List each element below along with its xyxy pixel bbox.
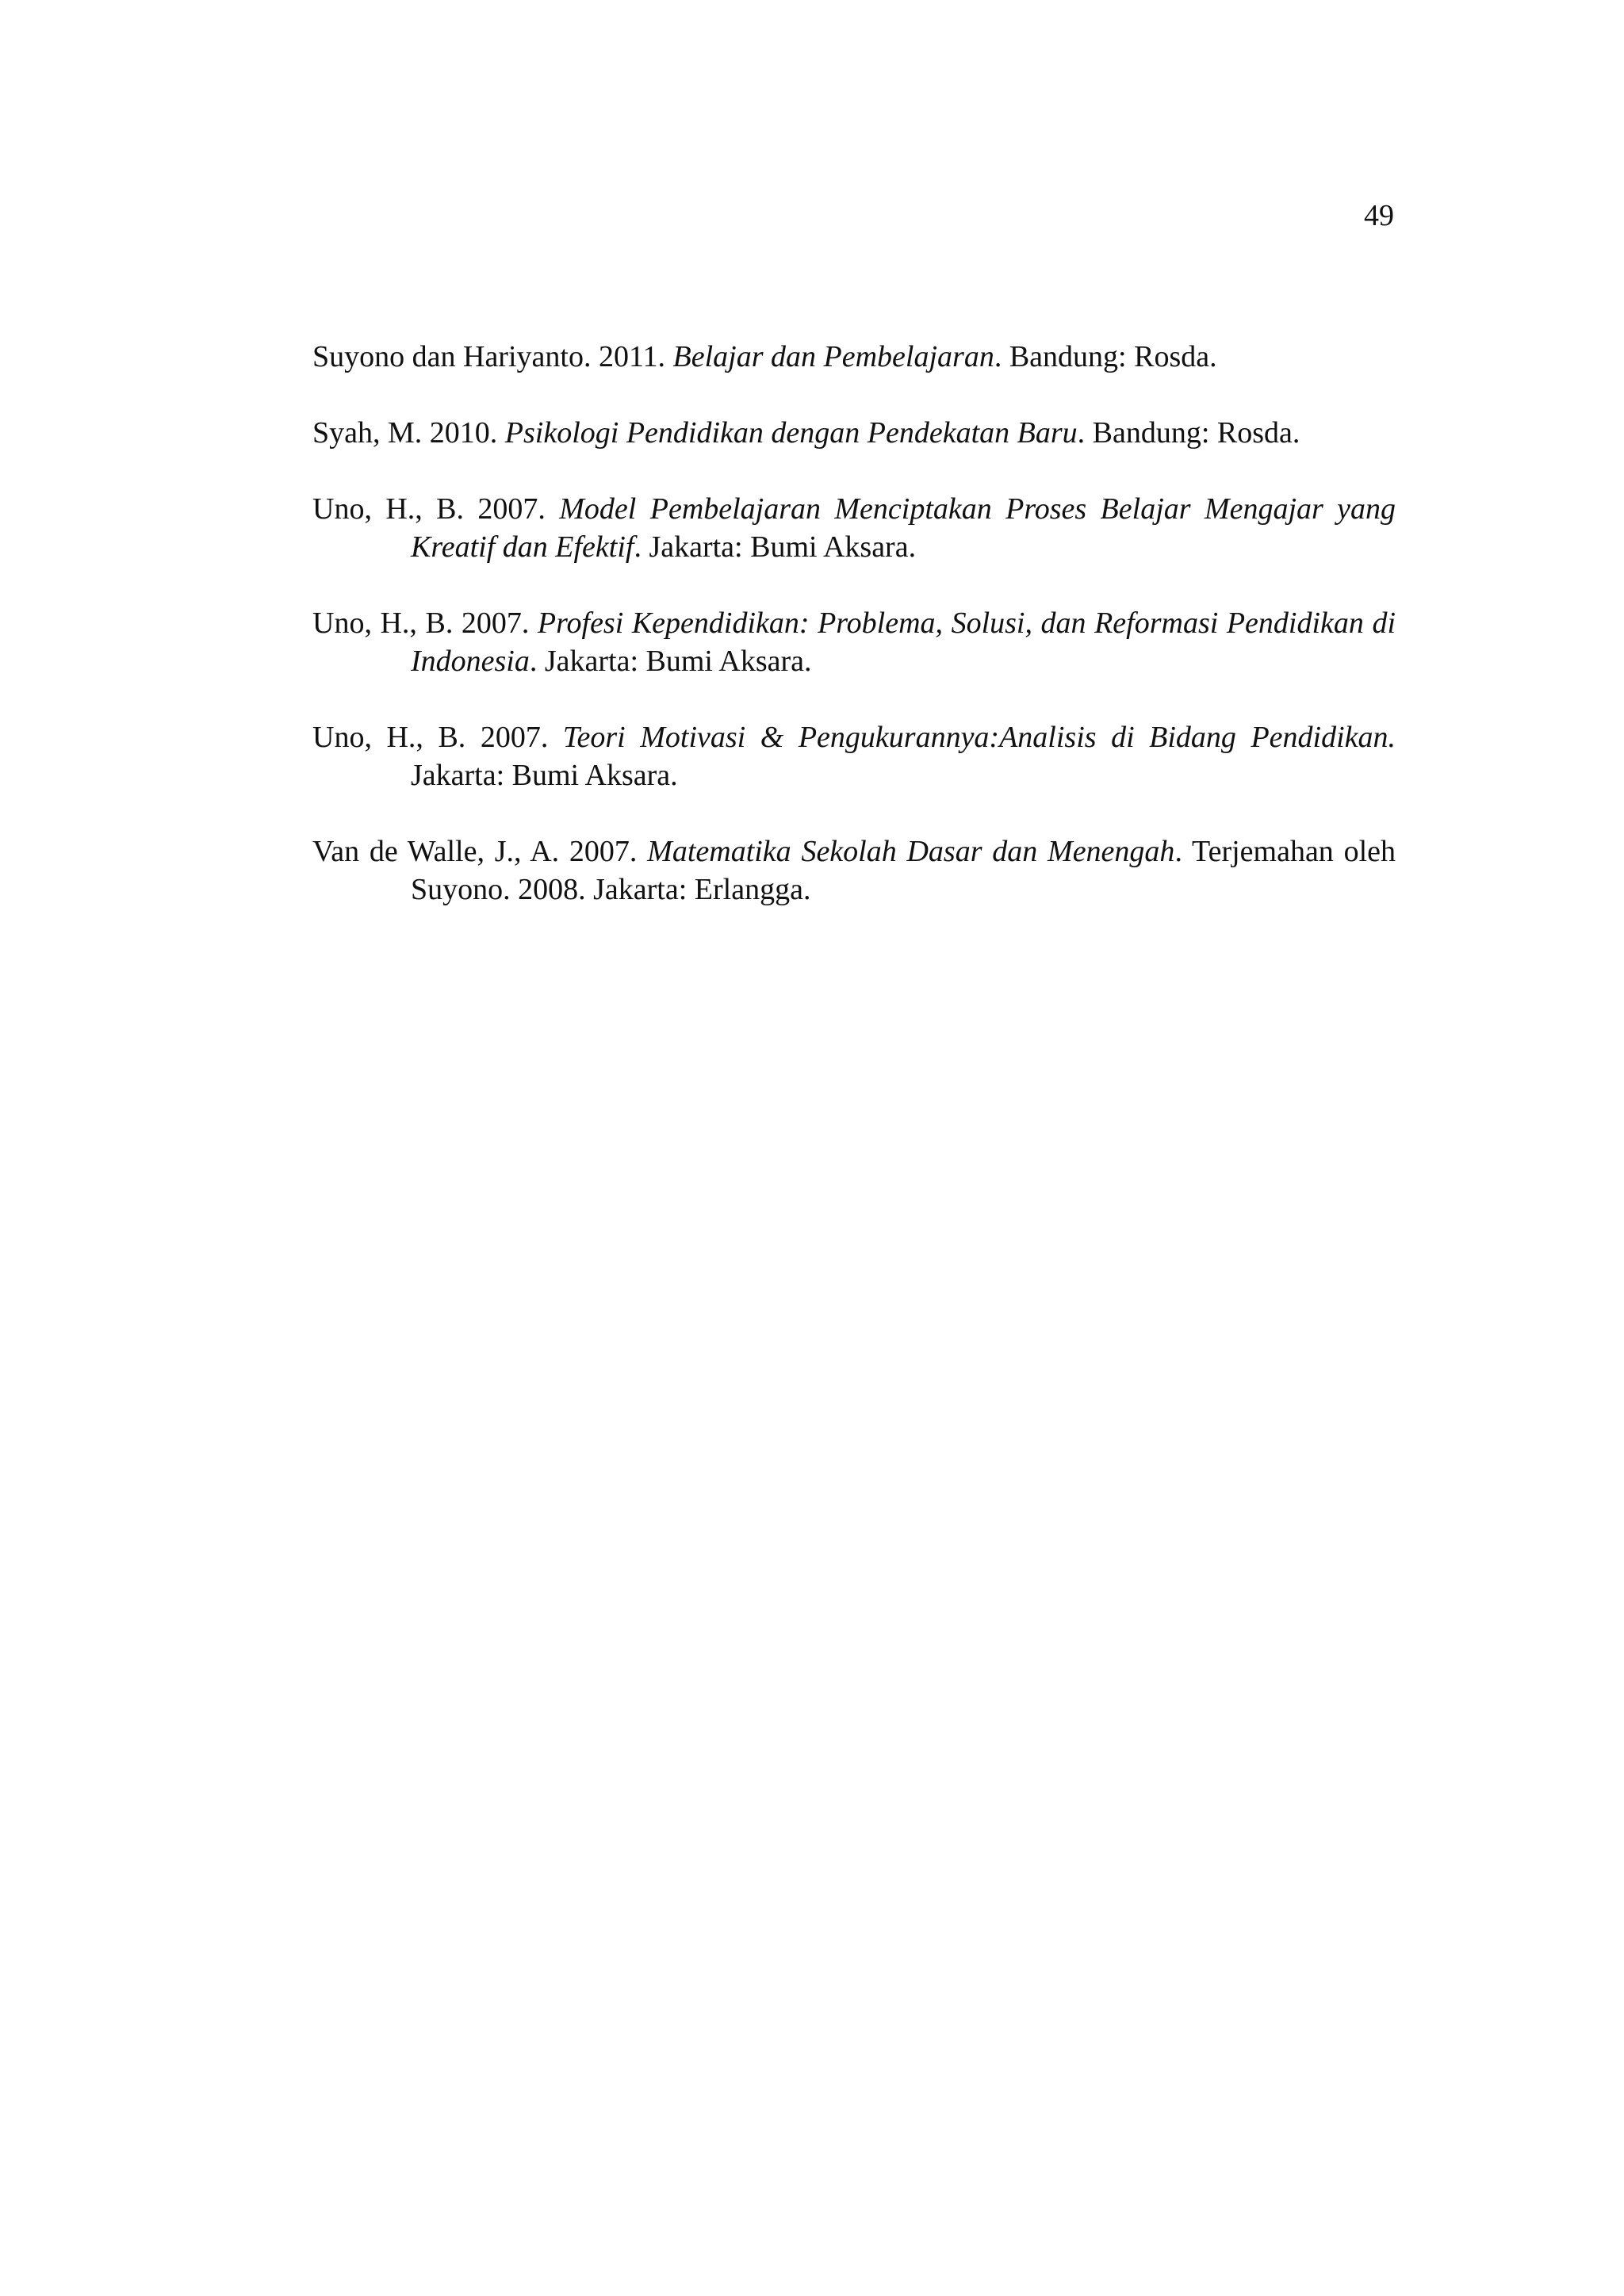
reference-title: Model Pembelajaran Menciptakan Proses Belajar Mengajar yang Kreatif dan Efektif — [411, 492, 1396, 564]
reference-publisher: Jakarta: Bumi Aksara. — [411, 759, 678, 792]
reference-author: Uno, H., B. — [312, 492, 464, 526]
reference-publisher: . Jakarta: Bumi Aksara. — [529, 645, 812, 678]
reference-title: Belajar dan Pembelajaran — [672, 340, 994, 373]
reference-year: 2007. — [569, 835, 638, 868]
reference-entry — [312, 414, 1396, 452]
reference-publisher: . Bandung: Rosda. — [994, 340, 1217, 373]
reference-author: Uno, H., B. — [312, 607, 454, 640]
reference-entry — [312, 718, 1396, 794]
reference-year: 2011. — [598, 340, 666, 373]
page-number: 49 — [1364, 199, 1394, 232]
reference-year: 2007. — [477, 492, 546, 526]
reference-entry — [312, 604, 1396, 680]
reference-title: Teori Motivasi & Pengukurannya:Analisis di Bidang Pendidikan. — [562, 721, 1396, 754]
reference-year: 2007. — [480, 721, 549, 754]
reference-list — [312, 338, 1396, 947]
reference-title: Psikologi Pendidikan dengan Pendekatan Baru — [504, 416, 1078, 450]
reference-entry — [312, 490, 1396, 566]
reference-year: 2010. — [429, 416, 498, 450]
reference-title: Matematika Sekolah Dasar dan Menengah — [647, 835, 1175, 868]
reference-author: Syah, M. — [312, 416, 423, 450]
reference-author: Suyono dan Hariyanto. — [312, 340, 592, 373]
reference-year: 2007. — [461, 607, 530, 640]
reference-author: Van de Walle, J., A. — [312, 835, 560, 868]
reference-title: Profesi Kependidikan: Problema, Solusi, dan Reformasi Pendidikan di Indonesia — [411, 607, 1396, 678]
reference-publisher: . Jakarta: Bumi Aksara. — [634, 530, 917, 564]
reference-entry — [312, 338, 1396, 376]
reference-publisher: . Terjemahan oleh Suyono. 2008. Jakarta: Erlangga. — [411, 835, 1396, 906]
reference-publisher: . Bandung: Rosda. — [1077, 416, 1300, 450]
reference-author: Uno, H., B. — [312, 721, 466, 754]
reference-entry — [312, 832, 1396, 909]
